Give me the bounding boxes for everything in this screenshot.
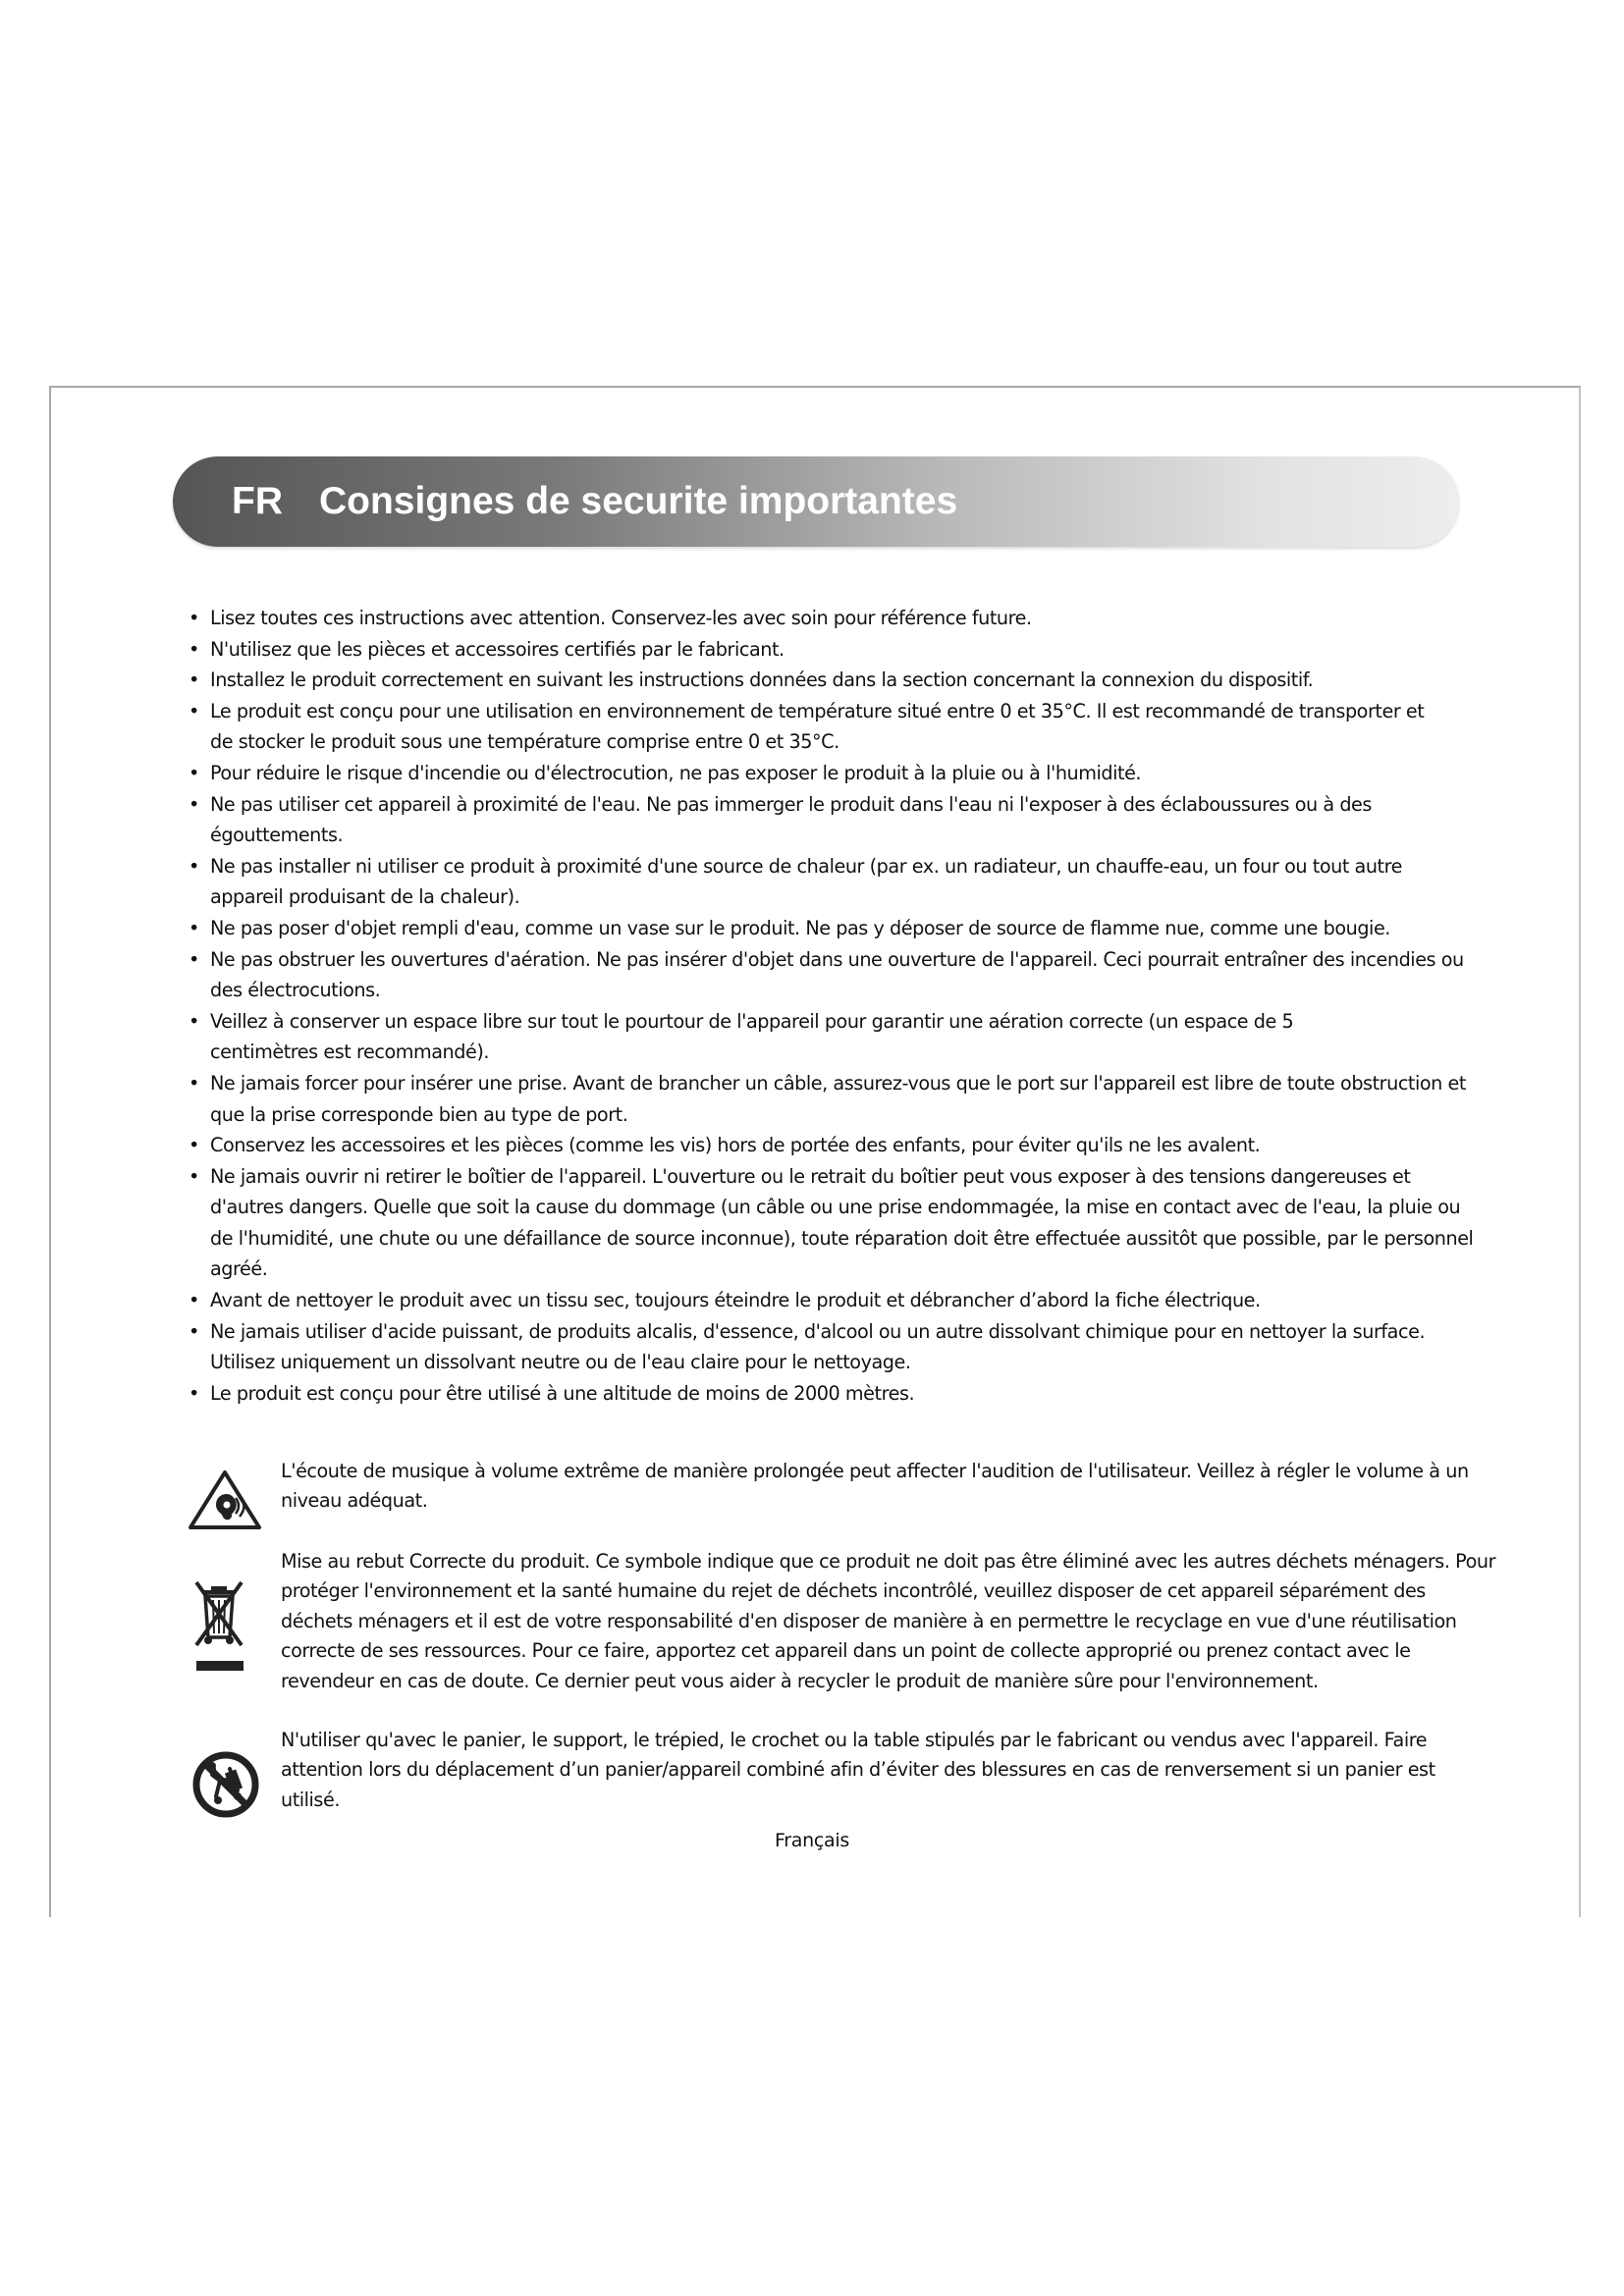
instruction-item: • Ne pas obstruer les ouvertures d'aération. Ne pas insérer d'objet dans une ouverture de l'appareil. Ceci pourrait entraîner des incendies ou des électrocutions. (189, 944, 1475, 1006)
instruction-item: • Ne jamais utiliser d'acide puissant, de produits alcalis, d'essence, d'alcool ou un autre dissolvant chimique pour en nettoyer la surface. Utilisez uniquement un dissolvant neutre ou de l'eau claire pour le nettoyage. (189, 1316, 1475, 1378)
instruction-item: • Veillez à conserver un espace libre sur tout le pourtour de l'appareil pour garantir une aération correcte (un espace de 5 centimètres est recommandé). (189, 1006, 1475, 1068)
instruction-item: • Avant de nettoyer le produit avec un tissu sec, toujours éteindre le produit et débrancher d’abord la fiche électrique. (189, 1285, 1475, 1316)
instruction-item: • Ne pas poser d'objet rempli d'eau, comme un vase sur le produit. Ne pas y déposer de source de flamme nue, comme une bougie. (189, 913, 1475, 944)
instruction-item: • Le produit est conçu pour être utilisé à une altitude de moins de 2000 mètres. (189, 1378, 1475, 1410)
instruction-item: • Installez le produit correctement en suivant les instructions données dans la section concernant la connexion du dispositif. (189, 665, 1475, 696)
instruction-item: • Le produit est conçu pour une utilisation en environnement de température situé entre 0 et 35°C. Il est recommandé de transporter et de stocker le produit sous une température comprise entre 0 et 35°C. (189, 696, 1475, 758)
cart-warning-text: N'utiliser qu'avec le panier, le support, le trépied, le crochet ou la table stipulés par le fabricant ou vendus avec l'appareil. Faire attention lors du déplacement d’un panier/appareil combiné afin d’éviter des blessures en cas de renversement si un panier est utilisé. (281, 1729, 1435, 1811)
hearing-warning-text: L'écoute de musique à volume extrême de manière prolongée peut affecter l'audition de l'utilisateur. Veillez à régler le volume à un niveau adéquat. (281, 1460, 1469, 1513)
instruction-item: • Ne pas installer ni utiliser ce produit à proximité d'une source de chaleur (par ex. un radiateur, un chauffe-eau, un four ou tout autre appareil produisant de la chaleur). (189, 851, 1475, 913)
disposal-notice-text: Mise au rebut Correcte du produit. Ce symbole indique que ce produit ne doit pas être éliminé avec les autres déchets ménagers. Pour protéger l'environnement et la santé humaine du rejet de déchets incontrôlé, veuillez disposer de cet appareil séparément des déchets ménagers et il est de votre responsabilité d'en disposer de manière à en permettre le recyclage en vue d'une réutilisation correcte de ses ressources. Pour ce faire, apportez cet appareil dans un point de collecte approprié ou prenez contact avec le revendeur en cas de doute. Ce dernier peut vous aider à recycler le produit de manière sûre pour l'environnement. (281, 1550, 1496, 1692)
section-header-banner (173, 456, 1459, 547)
instruction-item: • Ne pas utiliser cet appareil à proximité de l'eau. Ne pas immerger le produit dans l'eau ni l'exposer à des éclaboussures ou à des égouttements. (189, 789, 1475, 851)
section-title-text: Consignes de securite importantes (319, 480, 958, 522)
hearing-damage-warning-icon (187, 1468, 263, 1531)
weee-crossed-bin-icon (194, 1580, 255, 1675)
footer-language-label: Français (775, 1830, 849, 1851)
instruction-item: • Ne jamais forcer pour insérer une prise. Avant de brancher un câble, assurez-vous que le port sur l'appareil est libre de toute obstruction et que la prise corresponde bien au type de port. (189, 1068, 1475, 1130)
section-title (232, 456, 957, 547)
instruction-item: • N'utilisez que les pièces et accessoires certifiés par le fabricant. (189, 634, 1475, 666)
language-code: FR (232, 480, 283, 522)
instruction-item: • Lisez toutes ces instructions avec attention. Conservez-les avec soin pour référence future. (189, 603, 1475, 634)
instruction-item: • Pour réduire le risque d'incendie ou d'électrocution, ne pas exposer le produit à la pluie ou à l'humidité. (189, 758, 1475, 789)
instruction-item: • Ne jamais ouvrir ni retirer le boîtier de l'appareil. L'ouverture ou le retrait du boîtier peut vous exposer à des tensions dangereuses et d'autres dangers. Quelle que soit la cause du dommage (un câble ou une prise endommagée, la mise en contact avec de l'eau, la pluie ou de l'humidité, une chute ou une défaillance de source inconnue), toute réparation doit être effectuée aussitôt que possible, par le personnel agréé. (189, 1161, 1475, 1285)
cart-tipover-warning-icon (190, 1749, 261, 1820)
instruction-item: • Conservez les accessoires et les pièces (comme les vis) hors de portée des enfants, pour éviter qu'ils ne les avalent. (189, 1130, 1475, 1161)
safety-instructions-list (189, 603, 1475, 1409)
